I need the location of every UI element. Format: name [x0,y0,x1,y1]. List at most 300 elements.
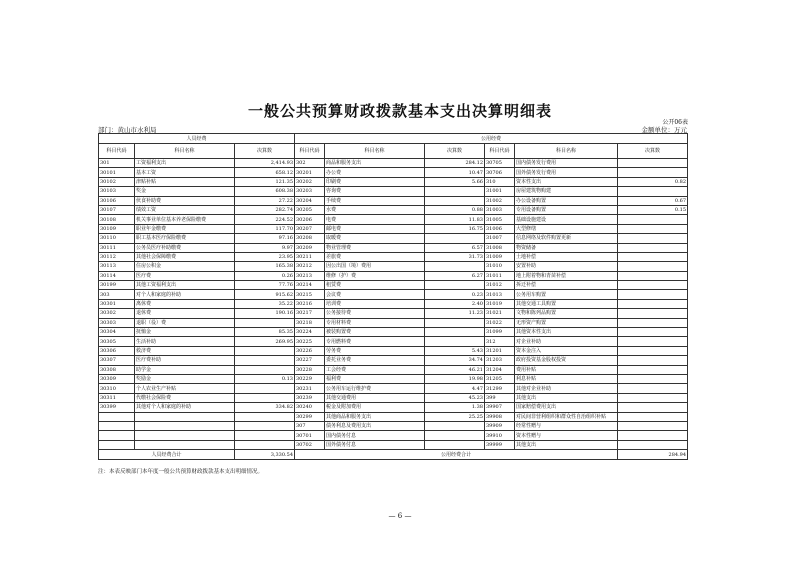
cell-amount: 0.82 [618,177,688,186]
cell-code: 30208 [295,234,325,243]
cell-code: 30302 [99,309,135,318]
cell-code: 30109 [99,224,135,233]
cell-amount: 46.21 [425,365,485,374]
cell-code [99,421,135,430]
cell-name: 资本性支出 [515,177,618,186]
cell-code: 30111 [99,243,135,252]
cell-amount [618,431,688,440]
table-row [99,403,688,412]
cell-code: 30218 [295,318,325,327]
table-row [99,393,688,402]
cell-code [99,440,135,449]
cell-name: 其他交通费用 [325,393,425,402]
cell-name: 地上附着物和青苗补偿 [515,271,618,280]
cell-code: 30214 [295,281,325,290]
cell-name: 基本工资 [135,168,235,177]
cell-code: 30107 [99,205,135,214]
cell-code: 310 [485,177,515,186]
public-group-header: 公用经费 [295,134,688,144]
cell-amount: 0.13 [235,374,295,383]
cell-amount: 77.76 [235,281,295,290]
cell-name: 大型修缮 [515,224,618,233]
table-row [99,196,688,205]
table-row [99,299,688,308]
unit-label: 金额单位：万元 [641,126,687,134]
cell-name: 房屋建筑物购建 [515,187,618,196]
cell-code: 30203 [295,187,325,196]
cell-code: 30103 [99,187,135,196]
table-row [99,159,688,168]
cell-name: 无形资产购置 [515,318,618,327]
cell-name: 公务用车购置 [515,290,618,299]
table-row [99,440,688,449]
cell-amount [618,374,688,383]
cell-amount [618,318,688,327]
cell-amount [425,440,485,449]
cell-amount: 34.74 [425,356,485,365]
cell-amount [618,159,688,168]
cell-amount: 282.74 [235,205,295,214]
cell-code: 31001 [485,187,515,196]
cell-amount [618,421,688,430]
cell-name: 公务员医疗补助缴费 [135,243,235,252]
cell-amount [235,393,295,402]
cell-amount: 269.95 [235,337,295,346]
cell-code: 31205 [485,374,515,383]
cell-name: 助学金 [135,365,235,374]
cell-amount [618,365,688,374]
cell-code: 30201 [295,168,325,177]
cell-name: 水费 [325,205,425,214]
cell-amount: 11.23 [425,309,485,318]
cell-name: 拆迁补偿 [515,281,618,290]
cell-name: 税金及附加费用 [325,403,425,412]
cell-amount [425,187,485,196]
cell-amount: 915.62 [235,290,295,299]
cell-name: 专用燃料费 [325,337,425,346]
cell-name: 奖励金 [135,374,235,383]
table-row [99,177,688,186]
cell-amount [425,281,485,290]
cell-code: 31021 [485,309,515,318]
table-row [99,374,688,383]
cell-amount: 9.97 [235,243,295,252]
cell-code: 30209 [295,243,325,252]
cell-code: 31007 [485,234,515,243]
col-header-name: 科目名称 [135,144,235,159]
cell-code: 30216 [295,299,325,308]
cell-code: 30206 [295,215,325,224]
cell-code: 399 [485,393,515,402]
cell-amount [618,337,688,346]
cell-amount: 6.57 [425,243,485,252]
cell-code: 30229 [295,374,325,383]
cell-code: 31011 [485,271,515,280]
cell-code: 31022 [485,318,515,327]
cell-code: 39999 [485,440,515,449]
cell-amount: 658.12 [235,168,295,177]
cell-amount: 6.27 [425,271,485,280]
cell-name [135,412,235,421]
cell-code: 30301 [99,299,135,308]
cell-name: 国内债务付息 [325,431,425,440]
cell-name [135,431,235,440]
cell-amount [618,252,688,261]
cell-amount [618,290,688,299]
cell-amount [425,431,485,440]
table-row [99,252,688,261]
cell-name: 个人农业生产补贴 [135,384,235,393]
cell-amount [425,196,485,205]
cell-name: 取暖费 [325,234,425,243]
col-header-amount: 决算数 [425,144,485,159]
cell-amount: 27.22 [235,196,295,205]
public-total-label: 公用经费合计 [295,450,618,460]
cell-code: 30304 [99,328,135,337]
cell-code: 30110 [99,234,135,243]
column-header-row [99,144,688,159]
cell-name: 维修（护）费 [325,271,425,280]
cell-code: 30224 [295,328,325,337]
page-number: — 6 — [388,512,412,520]
cell-code: 31005 [485,215,515,224]
cell-code: 30399 [99,403,135,412]
cell-code: 30213 [295,271,325,280]
cell-code: 30705 [485,159,515,168]
cell-code: 30303 [99,318,135,327]
cell-code: 30702 [295,440,325,449]
cell-amount [618,412,688,421]
cell-name: 其他商品和服务支出 [325,412,425,421]
cell-amount: 5.43 [425,346,485,355]
cell-code: 30112 [99,252,135,261]
cell-code: 312 [485,337,515,346]
cell-amount: 121.35 [235,177,295,186]
cell-name: 国外债务发行费用 [515,168,618,177]
cell-code: 30310 [99,384,135,393]
public-total-value: 284.94 [618,450,688,460]
cell-code: 30306 [99,346,135,355]
table-row [99,431,688,440]
cell-code: 303 [99,290,135,299]
cell-name: 抚恤金 [135,328,235,337]
cell-amount: 608.38 [235,187,295,196]
cell-amount [618,168,688,177]
cell-code: 31010 [485,262,515,271]
cell-code: 39908 [485,412,515,421]
cell-amount: 224.52 [235,215,295,224]
cell-name: 伙食补助费 [135,196,235,205]
cell-amount [235,440,295,449]
cell-amount: 23.95 [235,252,295,261]
cell-name: 国内债务发行费用 [515,159,618,168]
cell-amount [618,309,688,318]
cell-code: 30239 [295,393,325,402]
cell-code: 301 [99,159,135,168]
cell-name: 资本金注入 [515,346,618,355]
cell-code: 30225 [295,337,325,346]
table-row [99,224,688,233]
table-title: 一般公共预算财政拨款基本支出决算明细表 [247,102,552,120]
cell-code: 30228 [295,365,325,374]
cell-name [135,440,235,449]
table-row [99,271,688,280]
cell-code: 30307 [99,356,135,365]
cell-code [99,412,135,421]
cell-name: 奖金 [135,187,235,196]
cell-name: 专用材料费 [325,318,425,327]
table-row [99,337,688,346]
cell-name: 利息补贴 [515,374,618,383]
cell-name: 租赁费 [325,281,425,290]
cell-name: 物业管理费 [325,243,425,252]
cell-code: 39909 [485,421,515,430]
cell-name: 专用设备购置 [515,205,618,214]
cell-name: 其他资本性支出 [515,328,618,337]
cell-code: 30211 [295,252,325,261]
cell-amount: 19.98 [425,374,485,383]
cell-amount [235,421,295,430]
cell-code: 31009 [485,252,515,261]
cell-code: 31019 [485,299,515,308]
cell-amount: 284.12 [425,159,485,168]
cell-amount: 97.16 [235,234,295,243]
cell-code: 31012 [485,281,515,290]
cell-name: 退休费 [135,309,235,318]
cell-name: 其他社会保障缴费 [135,252,235,261]
department-label: 部门：黄山市水利局 [98,126,157,134]
cell-code: 30199 [99,281,135,290]
cell-amount [618,328,688,337]
cell-amount: 190.16 [235,309,295,318]
cell-code: 30227 [295,356,325,365]
cell-code: 30106 [99,196,135,205]
cell-amount [618,215,688,224]
cell-code [99,431,135,440]
cell-amount: 31.73 [425,252,485,261]
cell-amount [618,440,688,449]
cell-code: 31203 [485,356,515,365]
cell-code: 31013 [485,290,515,299]
cell-code: 30108 [99,215,135,224]
cell-name: 劳务费 [325,346,425,355]
cell-name: 医疗费 [135,271,235,280]
cell-name: 退职（役）费 [135,318,235,327]
cell-name: 差旅费 [325,252,425,261]
cell-name: 生活补助 [135,337,235,346]
col-header-amount: 决算数 [235,144,295,159]
cell-name: 住房公积金 [135,262,235,271]
cell-amount [618,281,688,290]
cell-name: 对民间非营利组织和群众性自治组织补贴 [515,412,618,421]
cell-code: 39907 [485,403,515,412]
table-row [99,384,688,393]
cell-name: 物资储备 [515,243,618,252]
cell-name: 对个人和家庭的补助 [135,290,235,299]
table-row [99,365,688,374]
cell-code: 31006 [485,224,515,233]
cell-code: 30205 [295,205,325,214]
cell-code: 30207 [295,224,325,233]
cell-amount [425,328,485,337]
form-number: 公开06表 [662,119,688,126]
cell-amount [618,234,688,243]
cell-amount [618,187,688,196]
cell-name: 资本性赠与 [515,431,618,440]
cell-amount [235,412,295,421]
cell-code: 30226 [295,346,325,355]
table-row [99,215,688,224]
cell-code: 30102 [99,177,135,186]
table-row [99,205,688,214]
group-header-row [99,134,688,144]
cell-name: 其他支出 [515,393,618,402]
cell-amount [235,365,295,374]
cell-code: 31204 [485,365,515,374]
cell-amount: 0.15 [618,205,688,214]
table-row [99,356,688,365]
cell-amount [618,299,688,308]
col-header-code: 科目代码 [99,144,135,159]
cell-code: 30240 [295,403,325,412]
cell-code: 30215 [295,290,325,299]
cell-name: 电费 [325,215,425,224]
cell-code: 302 [295,159,325,168]
cell-name: 代缴社会保险费 [135,393,235,402]
table-row [99,243,688,252]
cell-amount: 2,414.93 [235,159,295,168]
cell-code: 30311 [99,393,135,402]
cell-amount [618,224,688,233]
cell-name: 安置补助 [515,262,618,271]
cell-name: 债务利息及费用支出 [325,421,425,430]
cell-code: 39910 [485,431,515,440]
cell-code: 30212 [295,262,325,271]
cell-name: 公务用车运行维护费 [325,384,425,393]
cell-name: 离休费 [135,299,235,308]
personnel-total-label: 人员经费合计 [99,450,235,460]
cell-amount [618,346,688,355]
cell-name: 其他支出 [515,440,618,449]
cell-amount: 85.35 [235,328,295,337]
cell-amount [618,356,688,365]
cell-name: 工会经费 [325,365,425,374]
totals-row [99,450,688,460]
cell-amount: 25.25 [425,412,485,421]
cell-code: 31299 [485,384,515,393]
cell-code: 31008 [485,243,515,252]
table-row [99,421,688,430]
cell-name: 职业年金缴费 [135,224,235,233]
cell-code: 30114 [99,271,135,280]
cell-amount [618,393,688,402]
table-row [99,168,688,177]
cell-code: 30231 [295,384,325,393]
cell-name: 被装购置费 [325,328,425,337]
cell-code: 30113 [99,262,135,271]
cell-code: 307 [295,421,325,430]
table-row [99,328,688,337]
cell-amount [235,346,295,355]
table-note: 注：本表反映部门本年度一般公共预算财政拨款基本支出明细情况。 [98,469,264,475]
cell-name: 因公出国（境）费用 [325,262,425,271]
cell-amount: 5.66 [425,177,485,186]
cell-amount [425,262,485,271]
cell-amount: 334.82 [235,403,295,412]
table-row [99,346,688,355]
cell-name: 基础设施建设 [515,215,618,224]
cell-amount: 10.47 [425,168,485,177]
cell-code: 30706 [485,168,515,177]
table-row [99,281,688,290]
col-header-name: 科目名称 [325,144,425,159]
table-row [99,234,688,243]
cell-amount: 4.47 [425,384,485,393]
cell-code: 31099 [485,328,515,337]
cell-code: 30305 [99,337,135,346]
cell-name: 机关事业单位基本养老保险缴费 [135,215,235,224]
col-header-code: 科目代码 [295,144,325,159]
cell-amount [618,243,688,252]
cell-code: 30204 [295,196,325,205]
cell-name: 医疗费补助 [135,356,235,365]
cell-name: 文物和陈列品购置 [515,309,618,318]
cell-name: 政府投资基金股权投资 [515,356,618,365]
table-row [99,290,688,299]
cell-name: 其他工资福利支出 [135,281,235,290]
cell-name: 国家赔偿费用支出 [515,403,618,412]
cell-name: 手续费 [325,196,425,205]
cell-name: 邮电费 [325,224,425,233]
cell-name: 救济费 [135,346,235,355]
col-header-code: 科目代码 [485,144,515,159]
col-header-name: 科目名称 [515,144,618,159]
cell-name: 其他对企业补助 [515,384,618,393]
cell-name [135,421,235,430]
cell-name: 绩效工资 [135,205,235,214]
cell-amount: 35.22 [235,299,295,308]
cell-amount: 2.40 [425,299,485,308]
cell-code: 30101 [99,168,135,177]
cell-code: 30217 [295,309,325,318]
table-row [99,318,688,327]
cell-amount [425,318,485,327]
cell-code: 30701 [295,431,325,440]
table-row [99,412,688,421]
cell-name: 委托业务费 [325,356,425,365]
cell-amount: 0.88 [425,205,485,214]
cell-amount [235,318,295,327]
cell-name: 咨询费 [325,187,425,196]
cell-name: 土地补偿 [515,252,618,261]
cell-name: 津贴补贴 [135,177,235,186]
cell-name: 办公费 [325,168,425,177]
cell-name: 其他对个人和家庭的补助 [135,403,235,412]
cell-amount: 16.75 [425,224,485,233]
cell-code: 30309 [99,374,135,383]
cell-name: 经常性赠与 [515,421,618,430]
cell-name: 费用补贴 [515,365,618,374]
table-row [99,309,688,318]
cell-name: 信息网络及软件购置更新 [515,234,618,243]
cell-amount: 0.67 [618,196,688,205]
cell-amount [425,421,485,430]
cell-amount: 1.38 [425,403,485,412]
cell-code: 31201 [485,346,515,355]
table-row [99,187,688,196]
cell-name: 其他交通工具购置 [515,299,618,308]
table-row [99,262,688,271]
